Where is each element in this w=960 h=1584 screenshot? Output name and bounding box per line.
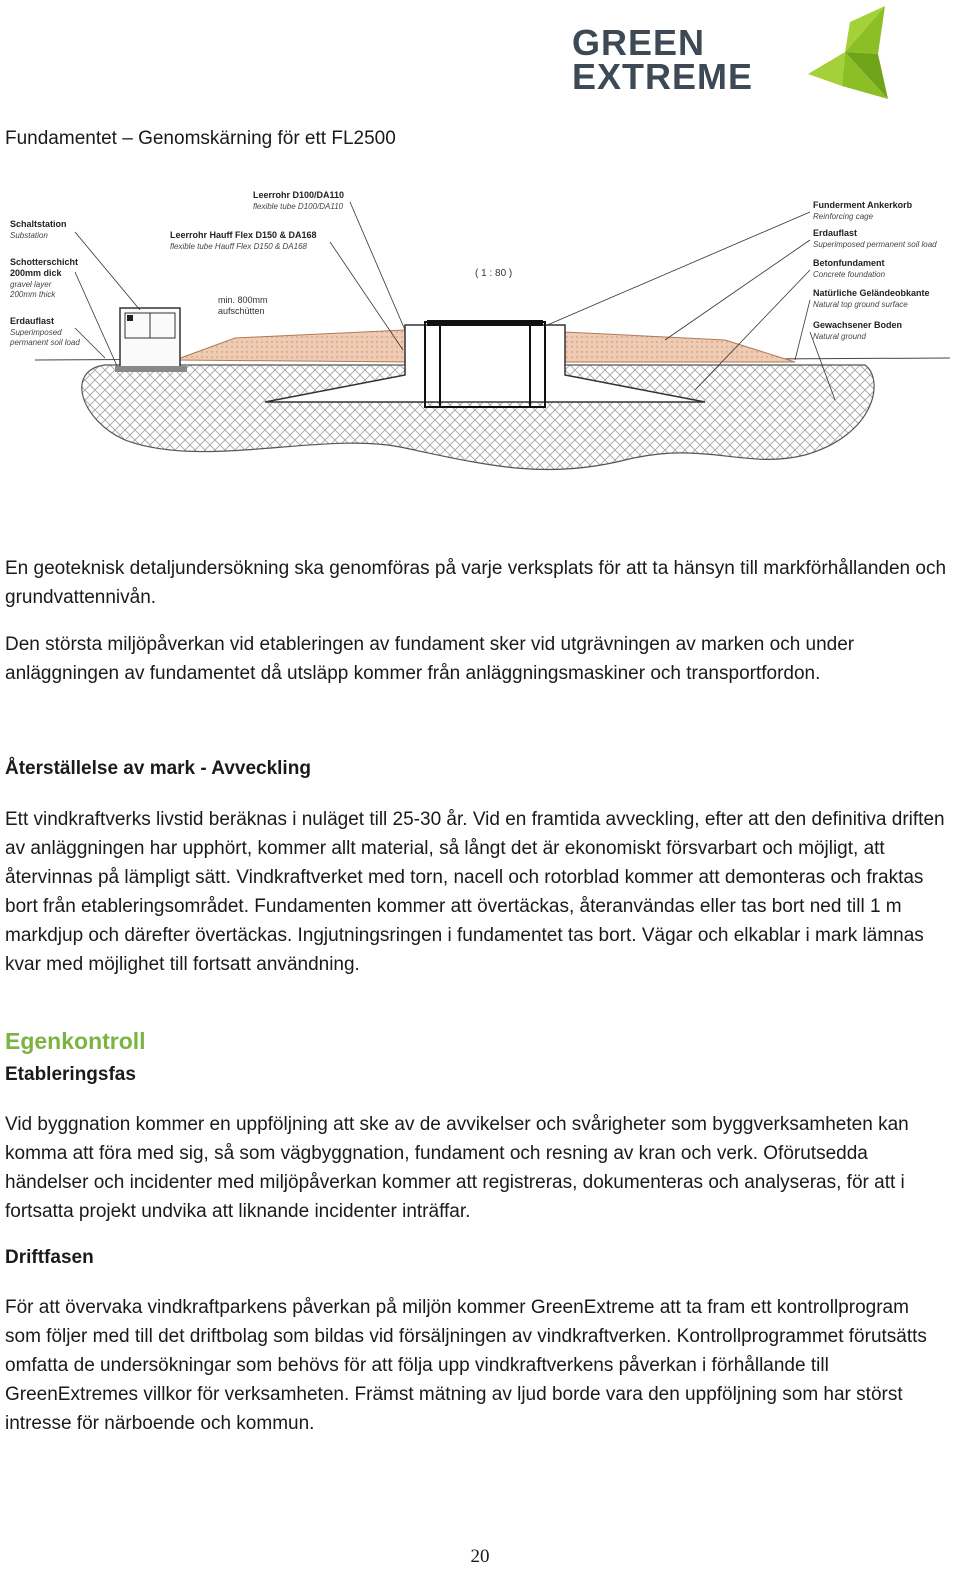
drawing-scale: ( 1 : 80 ) bbox=[475, 268, 513, 279]
company-logo bbox=[572, 4, 902, 104]
label-cage-title: Funderment Ankerkorb bbox=[813, 200, 913, 210]
label-erdauflast-sub: Superimposed permanent soil load bbox=[813, 240, 937, 249]
heading-restoration: Återställelse av mark - Avveckling bbox=[5, 758, 311, 779]
foundation-cross-section-diagram bbox=[5, 180, 955, 490]
label-natural-ground-sub: Natural ground bbox=[813, 332, 866, 341]
label-soil-load-sub2: permanent soil load bbox=[10, 338, 80, 347]
label-soil-load-title: Erdauflast bbox=[10, 316, 55, 326]
label-tube2-title: Leerrohr Hauff Flex D150 & DA168 bbox=[170, 230, 317, 240]
label-tube2-sub: flexible tube Hauff Flex D150 & DA168 bbox=[170, 242, 307, 251]
heading-operation-phase: Driftfasen bbox=[5, 1247, 94, 1268]
label-substation-title: Schaltstation bbox=[10, 219, 67, 229]
label-natural-ground-title: Gewachsener Boden bbox=[813, 320, 903, 330]
label-tube1-title: Leerrohr D100/DA110 bbox=[253, 190, 345, 200]
label-tube1-sub: flexible tube D100/DA110 bbox=[253, 202, 344, 211]
logo-wordmark bbox=[572, 22, 754, 97]
label-concrete-title: Betonfundament bbox=[813, 258, 885, 268]
label-gravel-sub1: gravel layer bbox=[10, 280, 52, 289]
label-natural-surface-title: Natürliche Geländeobkante bbox=[813, 288, 930, 298]
paragraph-geotechnical: En geoteknisk detaljundersökning ska genomföras på varje verksplats för att ta hänsyn till markförhållanden och grundvattennivån. bbox=[5, 558, 947, 608]
label-natural-surface-sub: Natural top ground surface bbox=[813, 300, 908, 309]
soil-load-left bbox=[175, 330, 405, 362]
label-erdauflast-title: Erdauflast bbox=[813, 228, 858, 238]
logo-line-2: EXTREME bbox=[572, 56, 754, 97]
figure-caption: Fundamentet – Genomskärning för ett FL2500 bbox=[5, 128, 396, 149]
label-gravel-sub2: 200mm thick bbox=[10, 290, 56, 299]
paragraph-control-program: För att övervaka vindkraftparkens påverkan på miljön kommer GreenExtreme att ta fram ett kontrollprogram som följer med till det driftbolag som bildas vid försäljningen av vindkraftverken. Kontrollprogrammet förutsätts omfatta de undersökningar som behövs för att följa upp vindkraftverkens påverkan i förhållande till GreenExtremes villkor för verksamheten. Främst mätning av ljud borde vara den uppföljning som har störst intresse för närboende och kommun. bbox=[5, 1297, 927, 1434]
label-min-depth-1: min. 800mm bbox=[218, 295, 268, 305]
label-cage-sub: Reinforcing cage bbox=[813, 212, 874, 221]
pinwheel-icon bbox=[790, 4, 900, 104]
label-substation-sub: Substation bbox=[10, 231, 48, 240]
label-soil-load-sub1: Superimposed bbox=[10, 328, 62, 337]
soil-load-right bbox=[565, 332, 795, 362]
label-min-depth-2: aufschütten bbox=[218, 306, 265, 316]
label-concrete-sub: Concrete foundation bbox=[813, 270, 886, 279]
logo-line-1: GREEN bbox=[572, 22, 706, 63]
label-gravel-line2: 200mm dick bbox=[10, 268, 62, 278]
heading-self-control: Egenkontroll bbox=[5, 1028, 146, 1054]
paragraph-environmental-impact: Den största miljöpåverkan vid etableringen av fundament sker vid utgrävningen av marken och under anläggningen av fundamentet då utsläpp kommer från anläggningsmaskiner och transportfordon. bbox=[5, 634, 855, 684]
page-number: 20 bbox=[470, 1546, 490, 1567]
label-gravel-title: Schotterschicht bbox=[10, 257, 79, 267]
paragraph-construction-followup: Vid byggnation kommer en uppföljning att ske av de avvikelser och svårigheter som byggverksamheten kan komma att föra med sig, så som vägbyggnation, fundament och resning av kran och verk. Oförutsedda händelser och incidenter med miljöpåverkan kommer att registreras, dokumenteras och analyseras, för att i fortsatta projekt undvika att liknande incidenter inträffar. bbox=[5, 1114, 909, 1222]
heading-establishment-phase: Etableringsfas bbox=[5, 1064, 136, 1085]
paragraph-decommissioning: Ett vindkraftverks livstid beräknas i nuläget till 25-30 år. Vid en framtida avveckling, efter att den definitiva driften av anläggningen har upphört, kommer allt material, så långt det är ekonomiskt försvarbart och möjligt, att återvinnas på lämpligt sätt. Vindkraftverket med torn, nacell och rotorblad kommer att demonteras och fraktas bort från etableringsområdet. Fundamenten kommer att övertäckas, återanvändas eller tas bort ned till 1 m markdjup och därefter övertäckas. Ingjutningsringen i fundamentet tas bort. Vägar och elkablar i mark lämnas kvar med möjlighet till fortsatt användning. bbox=[5, 809, 945, 975]
